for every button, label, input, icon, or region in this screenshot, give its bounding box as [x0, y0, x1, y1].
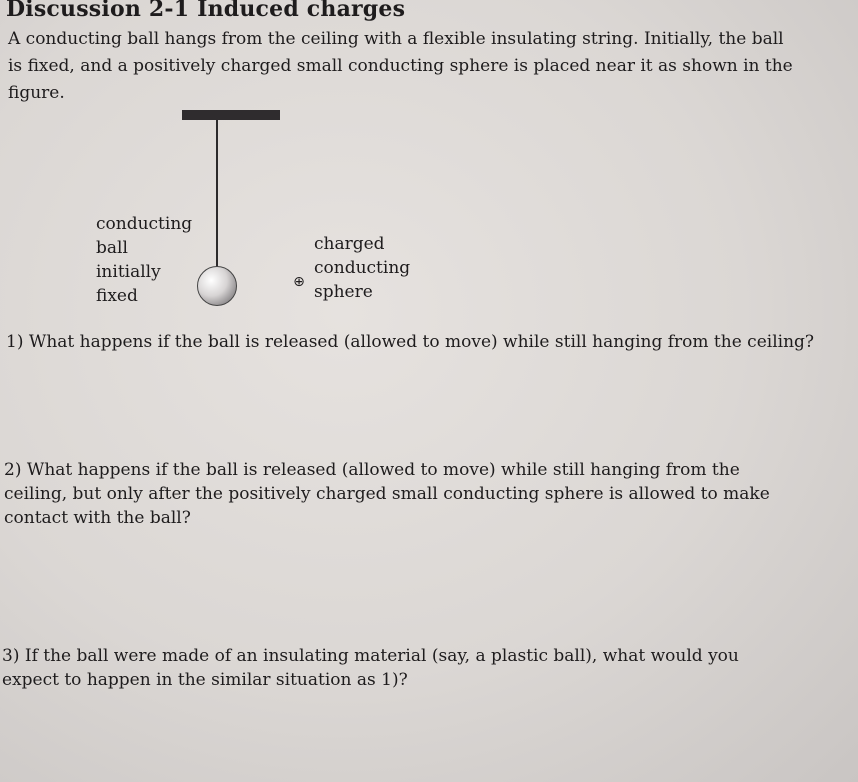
question-line: 1) What happens if the ball is released (allowed to move) while still hanging from the ceiling? — [6, 332, 815, 352]
page-title: Discussion 2-1 Induced charges — [6, 0, 406, 22]
intro-line: figure. — [8, 83, 65, 103]
question-line: expect to happen in the similar situation as 1)? — [2, 670, 408, 690]
question-line: 2) What happens if the ball is released (allowed to move) while still hanging from the — [4, 460, 740, 480]
ball-label-line: conducting — [96, 214, 193, 234]
intro-paragraph — [8, 26, 828, 107]
intro-line: is fixed, and a positively charged small conducting sphere is placed near it as shown in the — [8, 56, 793, 76]
intro-line: A conducting ball hangs from the ceiling with a flexible insulating string. Initially, the ball — [8, 29, 784, 49]
ball-label-line: fixed — [96, 286, 138, 306]
sphere-label-line: conducting — [314, 258, 411, 278]
sphere-label-line: sphere — [314, 282, 373, 302]
ball-label — [96, 212, 192, 308]
question-3 — [2, 644, 739, 692]
sphere-label — [314, 232, 410, 304]
question-line: contact with the ball? — [4, 508, 191, 528]
question-2 — [4, 458, 770, 530]
ceiling-bar — [182, 110, 280, 120]
ball-label-line: ball — [96, 238, 128, 258]
question-1 — [6, 330, 814, 354]
question-line: ceiling, but only after the positively charged small conducting sphere is allowed to make — [4, 484, 770, 504]
charged-sphere-icon: ⊕ — [293, 274, 305, 290]
question-line: 3) If the ball were made of an insulating material (say, a plastic ball), what would you — [2, 646, 739, 666]
insulating-string — [216, 120, 218, 268]
ball-label-line: initially — [96, 262, 161, 282]
conducting-ball — [197, 266, 237, 306]
sphere-label-line: charged — [314, 234, 385, 254]
